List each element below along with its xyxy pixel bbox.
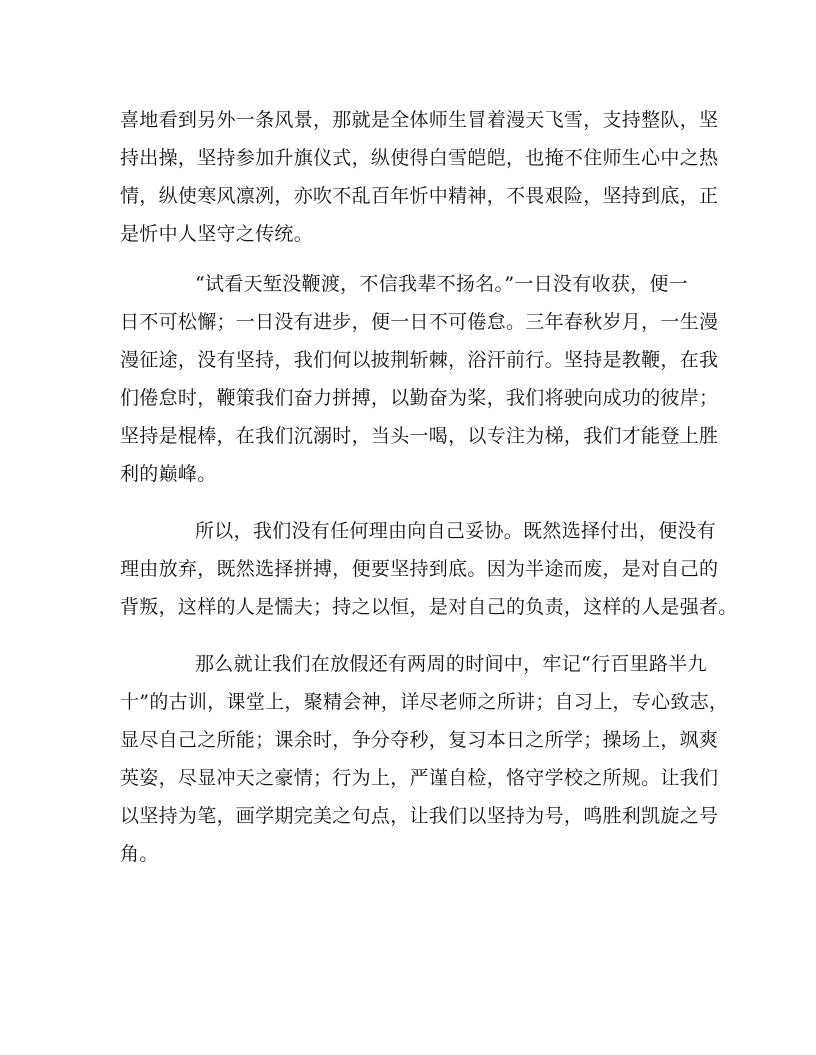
- paragraph-3-line-3: 背叛，这样的人是懦夫；持之以恒，是对自己的负责，这样的人是强者。: [120, 596, 738, 618]
- paragraph-4-line-3: 显尽自己之所能；课余时，争分夺秒，复习本日之所学；操场上，飒爽: [120, 729, 719, 751]
- paragraph-4-line-4: 英姿，尽显冲天之豪情；行为上，严谨自检，恪守学校之所规。让我们: [120, 767, 719, 789]
- paragraph-4-line-5: 以坚持为笔，画学期完美之句点，让我们以坚持为号，鸣胜利凯旋之号: [120, 805, 719, 827]
- paragraph-3-line-1: 所以，我们没有任何理由向自己妥协。既然选择付出，便没有: [195, 520, 717, 542]
- paragraph-2-line-6: 利的巅峰。: [120, 463, 217, 485]
- paragraph-1-line-2: 持出操，坚持参加升旗仪式，纵使得白雪皑皑，也掩不住师生心中之热: [120, 147, 719, 169]
- paragraph-2-line-2: 日不可松懈；一日没有进步，便一日不可倦怠。三年春秋岁月，一生漫: [120, 311, 719, 333]
- paragraph-2-line-5: 坚持是棍棒，在我们沉溺时，当头一喝，以专注为梯，我们才能登上胜: [120, 425, 719, 447]
- paragraph-1-line-3: 情，纵使寒风凛冽，亦吹不乱百年忻中精神，不畏艰险，坚持到底，正: [120, 185, 719, 207]
- paragraph-3-line-2: 理由放弃，既然选择拼搏，便要坚持到底。因为半途而废，是对自己的: [120, 558, 719, 580]
- paragraph-2-line-1: “试看天堑没鞭渡，不信我辈不扬名。”一日没有收获，便一: [195, 273, 689, 295]
- paragraph-2-line-4: 们倦怠时，鞭策我们奋力拼搏，以勤奋为桨，我们将驶向成功的彼岸；: [120, 387, 719, 409]
- paragraph-1-line-4: 是忻中人坚守之传统。: [120, 223, 314, 245]
- paragraph-4-line-6: 角。: [120, 843, 159, 865]
- paragraph-4-line-2: 十”的古训，课堂上，聚精会神，详尽老师之所讲；自习上，专心致志，: [120, 691, 729, 713]
- paragraph-1-line-1: 喜地看到另外一条风景，那就是全体师生冒着漫天飞雪，支持整队，坚: [120, 109, 719, 131]
- paragraph-4-line-1: 那么就让我们在放假还有两周的时间中，牢记“行百里路半九: [195, 653, 707, 675]
- paragraph-2-line-3: 漫征途，没有坚持，我们何以披荆斩棘，浴汗前行。坚持是教鞭，在我: [120, 349, 719, 371]
